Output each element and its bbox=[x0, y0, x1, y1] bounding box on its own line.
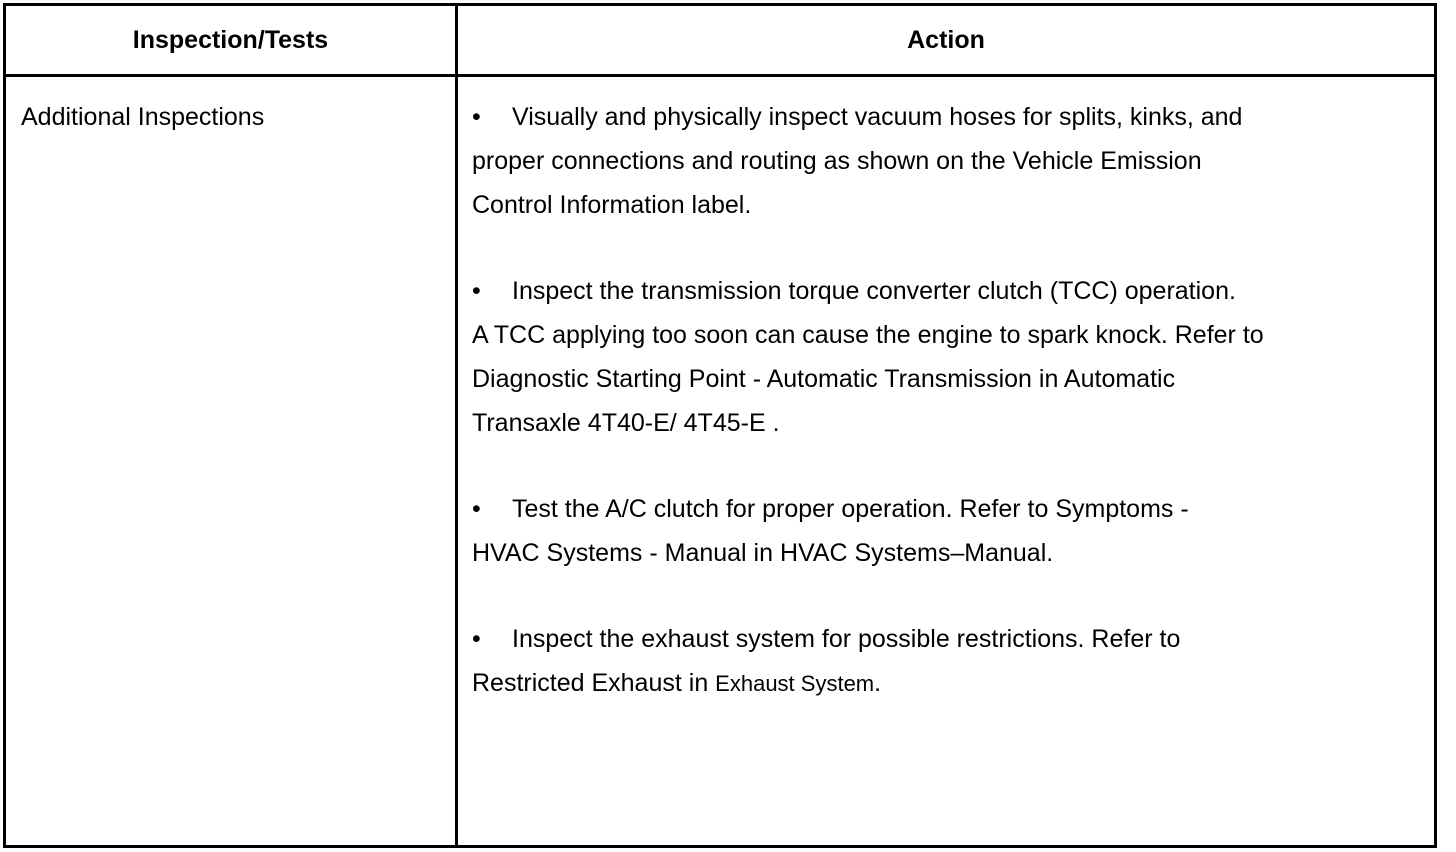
header-divider bbox=[6, 74, 1434, 77]
header-action: Action bbox=[907, 25, 985, 54]
column-divider bbox=[455, 6, 458, 845]
action-line: proper connections and routing as shown on the Vehicle Emission bbox=[472, 147, 1202, 175]
action-text: Restricted Exhaust in bbox=[472, 669, 716, 697]
inspection-cell: Additional Inspections bbox=[21, 103, 265, 131]
action-text: Inspect the transmission torque converter clutch (TCC) operation. bbox=[512, 277, 1236, 305]
action-item-exhaust-system bbox=[472, 617, 1372, 706]
action-text: . bbox=[874, 669, 882, 697]
bullet-icon: • bbox=[472, 103, 481, 131]
bullet-icon: • bbox=[472, 277, 481, 305]
action-line bbox=[472, 617, 1372, 661]
action-item-vacuum-hoses bbox=[472, 95, 1372, 227]
action-line bbox=[472, 487, 1372, 531]
action-item-ac-clutch bbox=[472, 487, 1372, 575]
action-cell bbox=[472, 95, 1372, 748]
header-inspection-tests: Inspection/Tests bbox=[132, 25, 329, 54]
inspection-table bbox=[3, 3, 1437, 848]
bullet-icon: • bbox=[472, 495, 481, 523]
action-line: Transaxle 4T40-E/ 4T45-E . bbox=[472, 409, 780, 437]
action-text: Inspect the exhaust system for possible restrictions. Refer to bbox=[512, 625, 1181, 653]
action-line bbox=[472, 269, 1372, 313]
action-line: Diagnostic Starting Point - Automatic Transmission in Automatic bbox=[472, 365, 1176, 393]
action-line: A TCC applying too soon can cause the engine to spark knock. Refer to bbox=[472, 321, 1264, 349]
action-line bbox=[472, 661, 1372, 706]
action-line: HVAC Systems - Manual in HVAC Systems–Manual. bbox=[472, 539, 1054, 567]
action-text: Visually and physically inspect vacuum hoses for splits, kinks, and bbox=[512, 103, 1243, 131]
action-item-tcc-operation bbox=[472, 269, 1372, 445]
action-line: Control Information label. bbox=[472, 191, 752, 219]
action-text: Test the A/C clutch for proper operation. Refer to Symptoms - bbox=[512, 495, 1189, 523]
action-line bbox=[472, 95, 1372, 139]
exhaust-system-reference: Exhaust System bbox=[715, 671, 875, 696]
bullet-icon: • bbox=[472, 625, 481, 653]
